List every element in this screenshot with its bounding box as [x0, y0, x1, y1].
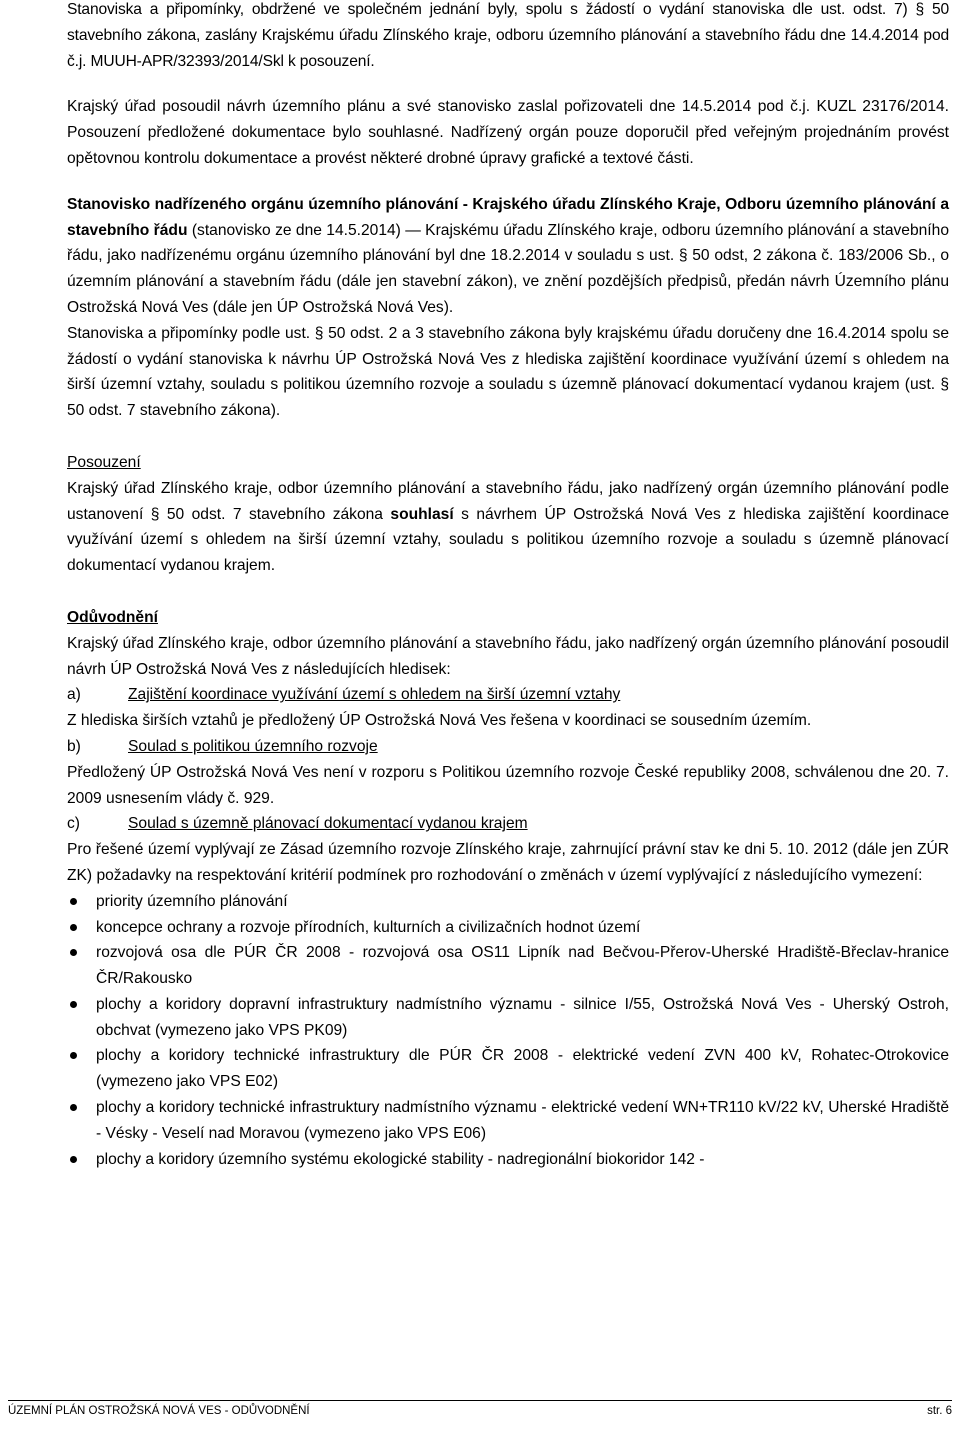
list-item: koncepce ochrany a rozvoje přírodních, kulturních a civilizačních hodnot území — [67, 915, 949, 941]
recommendation-text: Nadřízený orgán pouze doporučil před veřejným projednáním provést opětovnou kontrolu dokumentace a provést některé drobné úpravy grafické a textové části. — [67, 124, 949, 167]
criterion-b — [67, 734, 949, 760]
list-item: plochy a koridory územního systému ekologické stability - nadregionální biokoridor 142 - — [67, 1147, 949, 1173]
criterion-a-title: Zajištění koordinace využívání území s ohledem na širší územní vztahy — [128, 686, 621, 704]
section-heading-oduvodneni: Odůvodnění — [67, 608, 158, 626]
list-item: priority územního plánování — [67, 889, 949, 915]
list-item: rozvojová osa dle PÚR ČR 2008 - rozvojová osa OS11 Lipník nad Bečvou-Přerov-Uherské Hradiště-Břeclav-hranice ČR/Rakousko — [67, 940, 949, 992]
criterion-a-text: Z hlediska širších vztahů je předložený ÚP Ostrožská Nová Ves řešena v koordinaci se sousedním územím. — [67, 712, 812, 730]
requirements-list — [67, 889, 949, 1173]
criterion-c-title: Soulad s územně plánovací dokumentací vydanou krajem — [128, 815, 528, 833]
paragraph-superior-authority-opinion — [67, 192, 949, 321]
paragraph-submission: Stanoviska a připomínky, obdržené ve společném jednání byly, spolu s žádostí o vydání stanoviska dle ust. odst. 7) § 50 stavebního zákona, zaslány Krajskému úřadu Zlínského kraje, odboru územního plánování a stavebního řádu dne 14.4.2014 pod č.j. MUUH-APR/32393/2014/Skl k posouzení. — [67, 1, 949, 70]
criterion-c-label: c) — [67, 815, 80, 833]
consent-word: souhlasí — [390, 505, 454, 523]
paragraph-regional-assessment — [67, 94, 949, 171]
page-footer — [8, 1400, 952, 1418]
criterion-b-text: Předložený ÚP Ostrožská Nová Ves není v rozporu s Politikou územního rozvoje České republiky 2008, schválenou dne 20. 7. 2009 usnesením vlády č. 929. — [67, 763, 949, 807]
footer-page-number: str. 6 — [927, 1405, 952, 1417]
assessment-result-text: Krajský úřad posoudil návrh územního plánu a své stanovisko zaslal pořizovateli dne 14.5.2014 pod č.j. KUZL 23176/2014. Posouzení předložené dokumentace bylo souhlasné. — [67, 98, 949, 142]
criterion-c-text: Pro řešené území vyplývají ze Zásad územního rozvoje Zlínského kraje, zahrnující právní stav ke dni 5. 10. 2012 (dále jen ZÚR ZK) požadavky na respektování kritérií podmínek pro rozhodování o změnách v území vyplývající z následujícího vymezení: — [67, 841, 949, 884]
footer-document-title: ÚZEMNÍ PLÁN OSTROŽSKÁ NOVÁ VES - ODŮVODNĚNÍ — [8, 1405, 310, 1417]
section-heading-posouzeni: Posouzení — [67, 453, 141, 471]
list-item: plochy a koridory technické infrastruktury nadmístního významu - elektrické vedení WN+TR110 kV/22 kV, Uherské Hradiště - Vésky - Veselí nad Moravou (vymezeno jako VPS E06) — [67, 1095, 949, 1147]
opinion-title: Stanovisko nadřízeného orgánu územního plánování - Krajského úřadu Zlínského Kraje, Odboru územního plánování a stavebního řádu — [67, 195, 949, 239]
list-item: plochy a koridory dopravní infrastruktury nadmístního významu - silnice I/55, Ostrožská Nová Ves - Uherský Ostroh, obchvat (vymezeno jako VPS PK09) — [67, 992, 949, 1044]
list-item: plochy a koridory technické infrastruktury dle PÚR ČR 2008 - elektrické vedení ZVN 400 kV, Rohatec-Otrokovice (vymezeno jako VPS E02) — [67, 1043, 949, 1095]
opinion-text: (stanovisko ze dne 14.5.2014) — Krajskému úřadu Zlínského kraje, odboru územního plánování a stavebního řádu, jako nadřízenému orgánu územního plánování byl dne 18.2.2014 v souladu s ust. § 50 odst, 2 zákona č. 183/2006 Sb., o územním plánování a stavebním řádu (dále jen stavební zákon), ve znění pozdějších předpisů, předán návrh Územního plánu Ostrožská Nová Ves (dále jen ÚP Ostrožská Nová Ves). — [67, 221, 949, 316]
paragraph-oduvodneni-intro: Krajský úřad Zlínského kraje, odbor územního plánování a stavebního řádu, jako nadřízený orgán územního plánování posoudil návrh ÚP Ostrožská Nová Ves z následujících hledisek: — [67, 634, 949, 678]
criterion-b-title: Soulad s politikou územního rozvoje — [128, 737, 378, 755]
criterion-c — [67, 811, 949, 837]
criterion-a-label: a) — [67, 686, 81, 704]
criterion-a — [67, 682, 949, 708]
criterion-b-label: b) — [67, 737, 81, 755]
paragraph-posouzeni: Krajský úřad Zlínského kraje, odbor územního plánování a stavebního řádu, jako nadřízený orgán územního plánování podle ustanovení § 50 odst. 7 stavebního zákona souhlasí s návrhem ÚP Ostrožská Nová Ves z hlediska zajištění koordinace využívání území s ohledem na širší územní vztahy, souladu s politikou územního rozvoje a souladu s územně plánovací dokumentací vydanou krajem. — [67, 479, 949, 575]
document-page — [67, 0, 949, 1172]
paragraph-comments-delivery: Stanoviska a připomínky podle ust. § 50 odst. 2 a 3 stavebního zákona byly krajskému úřadu doručeny dne 16.4.2014 spolu se žádostí o vydání stanoviska k návrhu ÚP Ostrožská Nová Ves z hlediska zajištění koordinace využívání území s ohledem na širší územní vztahy, souladu s politikou územního rozvoje a souladu s územně plánovací dokumentací vydanou krajem (ust. § 50 odst. 7 stavebního zákona). — [67, 324, 949, 420]
